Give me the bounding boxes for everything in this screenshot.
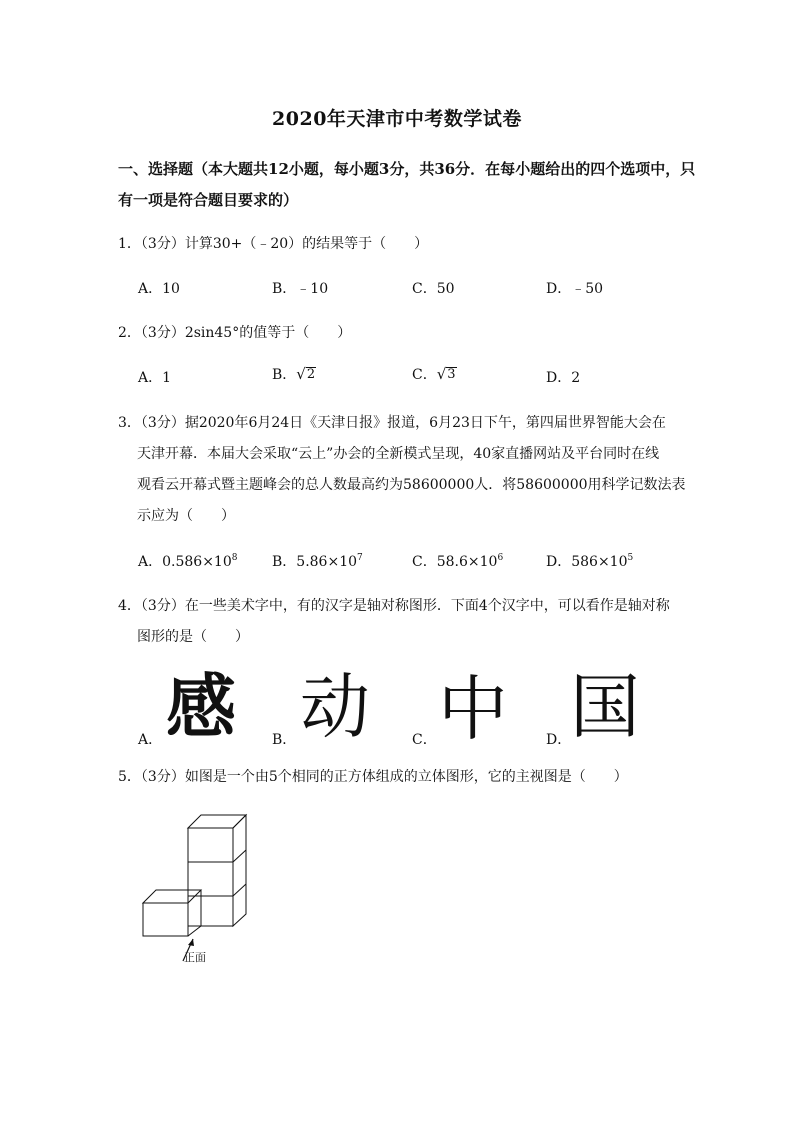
section-heading-line1: 一、选择题（本大题共12小题，每小题3分，共36分．在每小题给出的四个选项中，只	[118, 160, 696, 178]
cube-solid-figure	[130, 805, 250, 970]
q3-option-a-exponent: 8	[231, 553, 238, 563]
q3-option-b-exponent: 7	[357, 553, 363, 563]
q3-option-b	[272, 551, 363, 571]
q2-option-d: D．2	[546, 370, 581, 386]
q4-option-d-label: D．	[546, 732, 572, 748]
q3-option-d-base: D．586×10	[546, 554, 628, 570]
q2-option-c	[412, 364, 457, 384]
q1-option-b: B．﹣10	[272, 281, 329, 297]
q3-option-c-base: C．58.6×10	[412, 554, 498, 570]
sqrt-symbol: √ 3	[436, 365, 456, 383]
q2-option-b-radicand: 2	[306, 366, 316, 382]
question-4-line1: 4．（3分）在一些美术字中，有的汉字是轴对称图形．下面4个汉字中，可以看作是轴对称	[118, 598, 670, 614]
question-3-line3: 观看云开幕式暨主题峰会的总人数最高约为58600000人．将58600000用科学记数法表	[137, 477, 686, 493]
sqrt-symbol: √ 2	[296, 365, 316, 383]
q3-option-a	[138, 551, 237, 571]
question-3-line1: 3．（3分）据2020年6月24日《天津日报》报道，6月23日下午，第四届世界智能大会在	[118, 415, 666, 431]
q3-option-a-base: A．0.586×10	[138, 554, 232, 570]
question-5-stem: 5．（3分）如图是一个由5个相同的正方体组成的立体图形，它的主视图是（ ）	[118, 769, 628, 785]
question-2-stem: 2．（3分）2sin45°的值等于（ ）	[118, 325, 352, 341]
q2-option-c-radicand: 3	[447, 366, 456, 382]
q3-option-c-exponent: 6	[497, 553, 504, 563]
q4-option-c-character: 中	[438, 668, 508, 750]
q2-option-b-prefix: B．	[272, 367, 297, 383]
q3-option-d	[546, 551, 633, 571]
q2-option-c-prefix: C．	[412, 367, 437, 383]
q4-option-b-label: B．	[272, 732, 297, 748]
q1-option-a: A．10	[138, 281, 180, 297]
q4-option-b-character: 动	[300, 666, 370, 748]
q4-option-c-label: C．	[412, 732, 437, 748]
page-title: 2020年天津市中考数学试卷	[272, 108, 522, 130]
q4-option-a-label: A．	[138, 732, 163, 748]
q3-option-d-exponent: 5	[627, 553, 634, 563]
q3-option-b-base: B．5.86×10	[272, 554, 358, 570]
q1-option-d: D．﹣50	[546, 281, 604, 297]
front-view-label: 正面	[184, 951, 206, 964]
question-3-line2: 天津开幕．本届大会采取“云上”办会的全新模式呈现，40家直播网站及平台同时在线	[137, 446, 660, 462]
question-3-line4: 示应为（ ）	[137, 508, 235, 524]
q1-option-c: C．50	[412, 281, 455, 297]
question-4-line2: 图形的是（ ）	[137, 629, 249, 645]
question-1-stem: 1．（3分）计算30+（﹣20）的结果等于（ ）	[118, 236, 429, 252]
q2-option-b	[272, 364, 316, 384]
q2-option-a: A．1	[138, 370, 172, 386]
q3-option-c	[412, 551, 503, 571]
section-heading-line2: 有一项是符合题目要求的）	[118, 191, 299, 209]
q4-option-a-character: 感	[166, 666, 236, 748]
q4-option-d-character: 国	[570, 666, 640, 748]
